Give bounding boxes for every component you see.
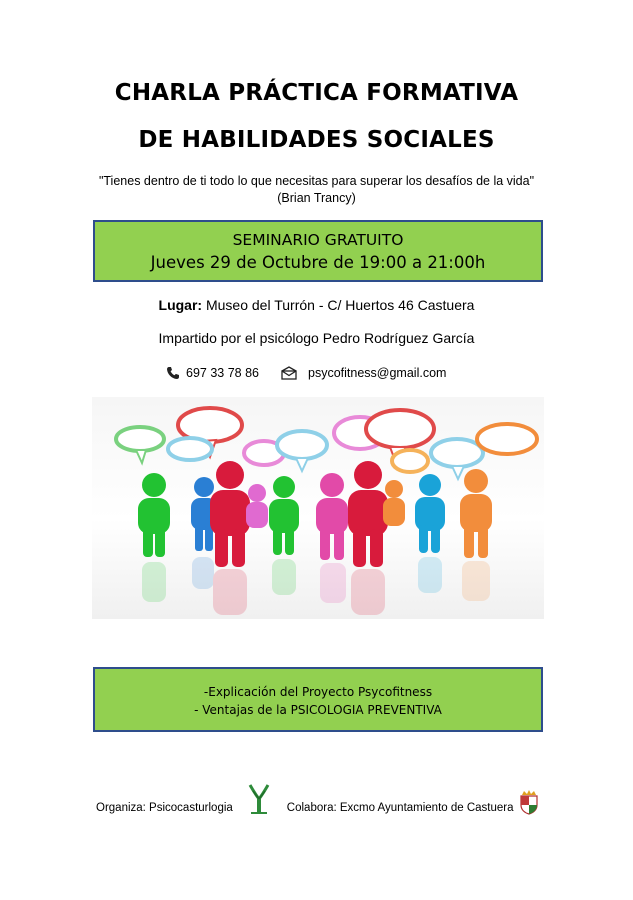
psicocasturlogia-logo — [245, 782, 273, 818]
venue-label: Lugar: — [158, 297, 203, 313]
organizer-text: Organiza: Psicocasturlogia — [96, 802, 233, 814]
town-coat-of-arms-logo — [518, 789, 540, 815]
topic-item-2: - Ventajas de la PSICOLOGIA PREVENTIVA — [194, 703, 442, 717]
seminar-date: Jueves 29 de Octubre de 19:00 a 21:00h — [150, 253, 486, 272]
collaborator-text: Colabora: Excmo Ayuntamiento de Castuera — [286, 802, 514, 814]
topics-box — [93, 667, 543, 732]
title-line-1: CHARLA PRÁCTICA FORMATIVA — [114, 80, 519, 106]
venue-line — [0, 297, 633, 313]
footer — [96, 790, 540, 826]
quote-text: "Tienes dentro de ti todo lo que necesitas para superar los desafíos de la vida" — [98, 174, 535, 188]
contact-line — [166, 366, 446, 380]
title-line-2: DE HABILIDADES SOCIALES — [138, 127, 495, 153]
seminar-title: SEMINARIO GRATUITO — [232, 231, 404, 249]
quote-author: (Brian Trancy) — [277, 191, 356, 205]
seminar-box — [93, 220, 543, 282]
speaker-line: Impartido por el psicólogo Pedro Rodríguez García — [158, 330, 475, 346]
topic-item-1: -Explicación del Proyecto Psycofitness — [203, 685, 433, 699]
envelope-icon — [281, 366, 298, 380]
venue-value: Museo del Turrón - C/ Huertos 46 Castuera — [205, 297, 475, 313]
people-speech-bubbles-image — [92, 397, 544, 619]
phone-icon — [166, 366, 180, 380]
phone-number: 697 33 78 86 — [186, 366, 259, 380]
email-address: psycofitness@gmail.com — [308, 366, 447, 380]
